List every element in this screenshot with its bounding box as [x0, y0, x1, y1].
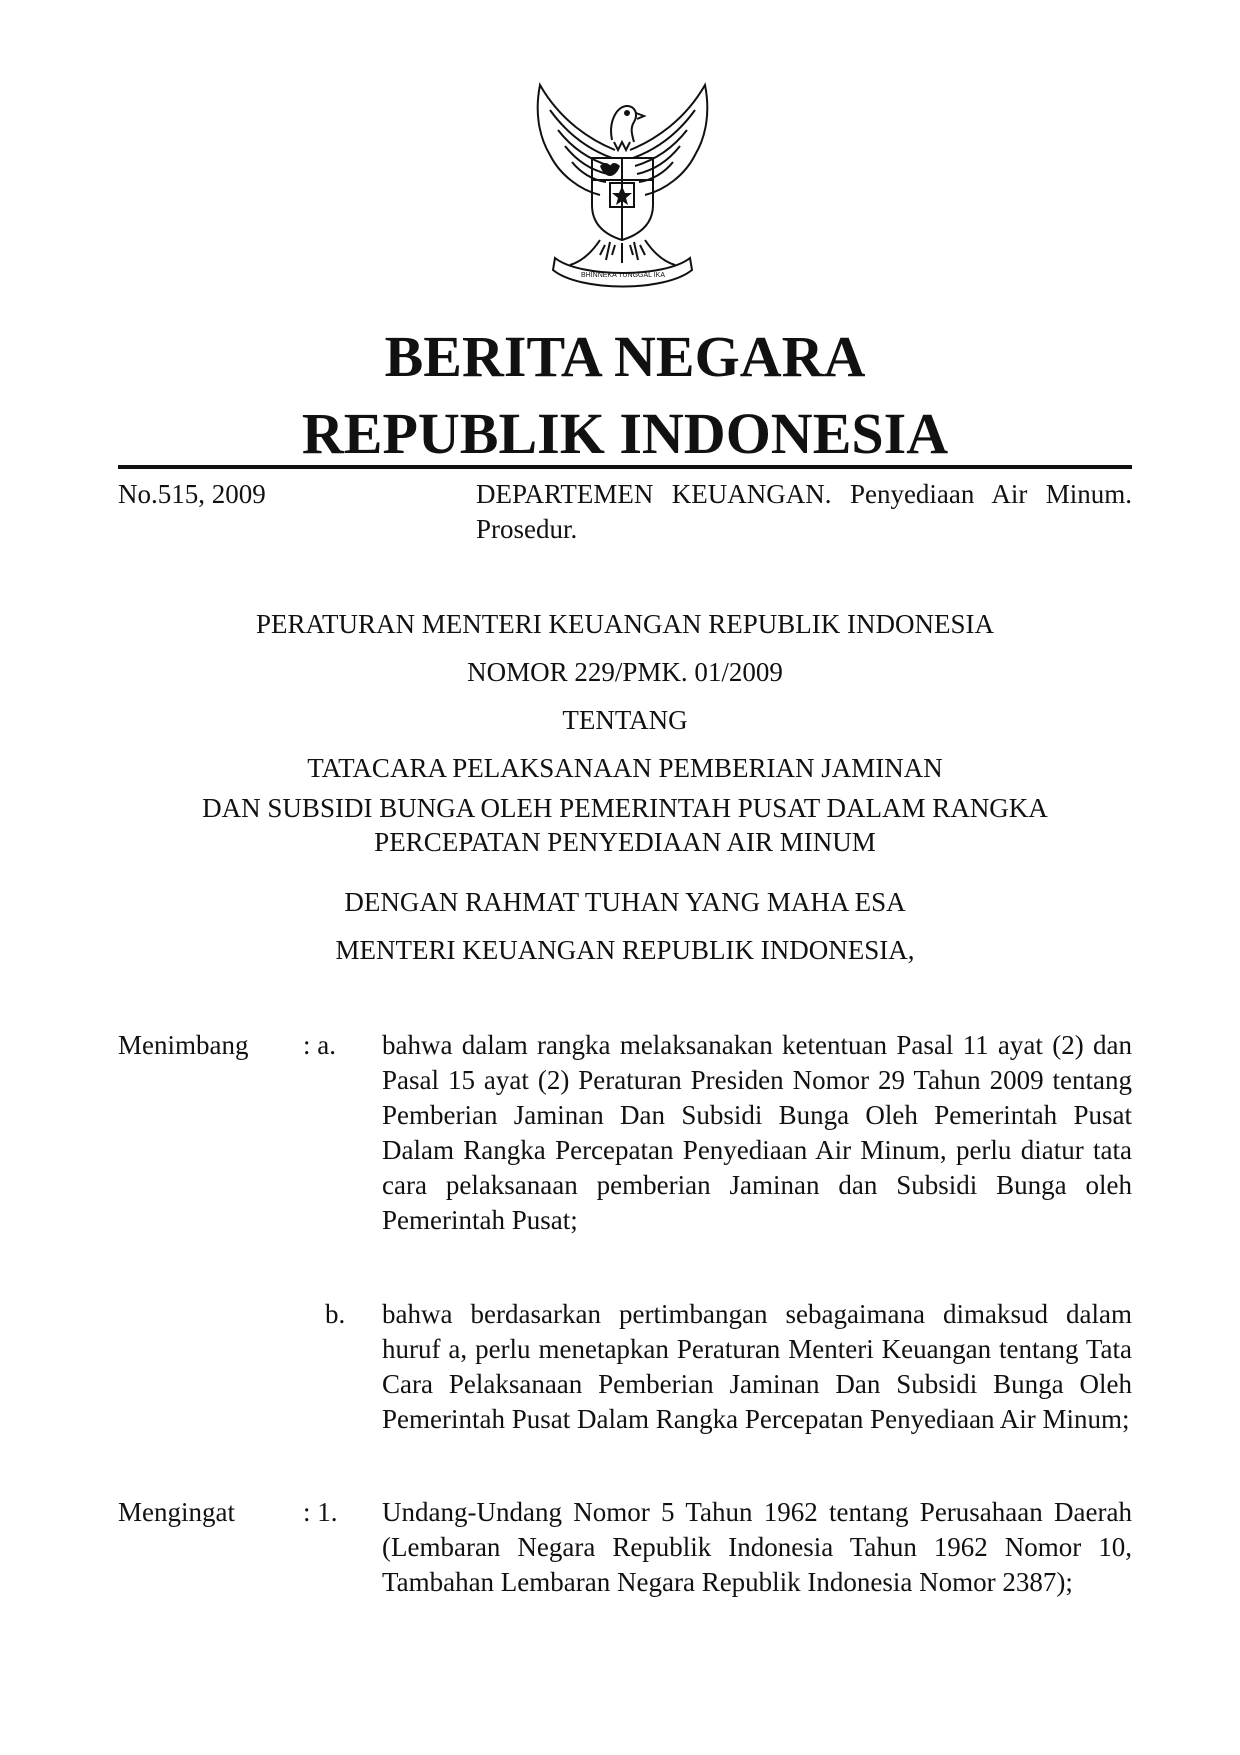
mengingat-label: Mengingat	[118, 1497, 235, 1527]
menimbang-label: Menimbang	[118, 1030, 249, 1060]
regulation-subject-line-2: DAN SUBSIDI BUNGA OLEH PEMERINTAH PUSAT DALAM RANGKA	[202, 793, 1048, 823]
menimbang-item-b: bahwa berdasarkan pertimbangan sebagaimana dimaksud dalam huruf a, perlu menetapkan Peraturan Menteri Keuangan tentang Tata Cara Pelaksanaan Pemberian Jaminan Dan Subsidi Bunga Oleh Pemerintah Pusat Dalam Rangka Percepatan Penyediaan Air Minum;	[382, 1299, 1132, 1434]
masthead-title: BERITA NEGARA	[384, 324, 866, 389]
menimbang-item-a: bahwa dalam rangka melaksanakan ketentuan Pasal 11 ayat (2) dan Pasal 15 ayat (2) Peraturan Presiden Nomor 29 Tahun 2009 tentang Pemberian Jaminan Dan Subsidi Bunga Oleh Pemerintah Pusat Dalam Rangka Percepatan Penyediaan Air Minum, perlu diatur tata cara pelaksanaan pemberian Jaminan dan Subsidi Bunga oleh Pemerintah Pusat;	[382, 1030, 1132, 1235]
invocation-line-2: MENTERI KEUANGAN REPUBLIK INDONESIA,	[335, 935, 915, 965]
masthead-rule	[118, 465, 1132, 469]
menimbang-marker-b: b.	[325, 1299, 346, 1329]
mengingat-item-1: Undang-Undang Nomor 5 Tahun 1962 tentang Perusahaan Daerah (Lembaran Negara Republik Indonesia Tahun 1962 Nomor 10, Tambahan Lembaran Negara Republik Indonesia Nomor 2387);	[382, 1497, 1132, 1597]
regulation-about: TENTANG	[562, 705, 688, 735]
mengingat-marker-1: : 1.	[303, 1497, 338, 1527]
menimbang-marker-a: : a.	[303, 1030, 336, 1060]
issue-topic: DEPARTEMEN KEUANGAN. Penyediaan Air Minum. Prosedur.	[476, 479, 1132, 544]
regulation-subject-line-3: PERCEPATAN PENYEDIAAN AIR MINUM	[374, 827, 876, 857]
garuda-pancasila-emblem-icon	[520, 80, 725, 300]
motto-text: BHINNEKA TUNGGAL IKA	[580, 272, 666, 279]
regulation-subject-line-1: TATACARA PELAKSANAAN PEMBERIAN JAMINAN	[307, 753, 943, 783]
invocation-line-1: DENGAN RAHMAT TUHAN YANG MAHA ESA	[344, 887, 906, 917]
masthead-subtitle: REPUBLIK INDONESIA	[301, 401, 949, 466]
regulation-number: NOMOR 229/PMK. 01/2009	[467, 657, 783, 687]
regulation-title: PERATURAN MENTERI KEUANGAN REPUBLIK INDONESIA	[256, 609, 994, 639]
issue-number: No.515, 2009	[118, 479, 266, 509]
